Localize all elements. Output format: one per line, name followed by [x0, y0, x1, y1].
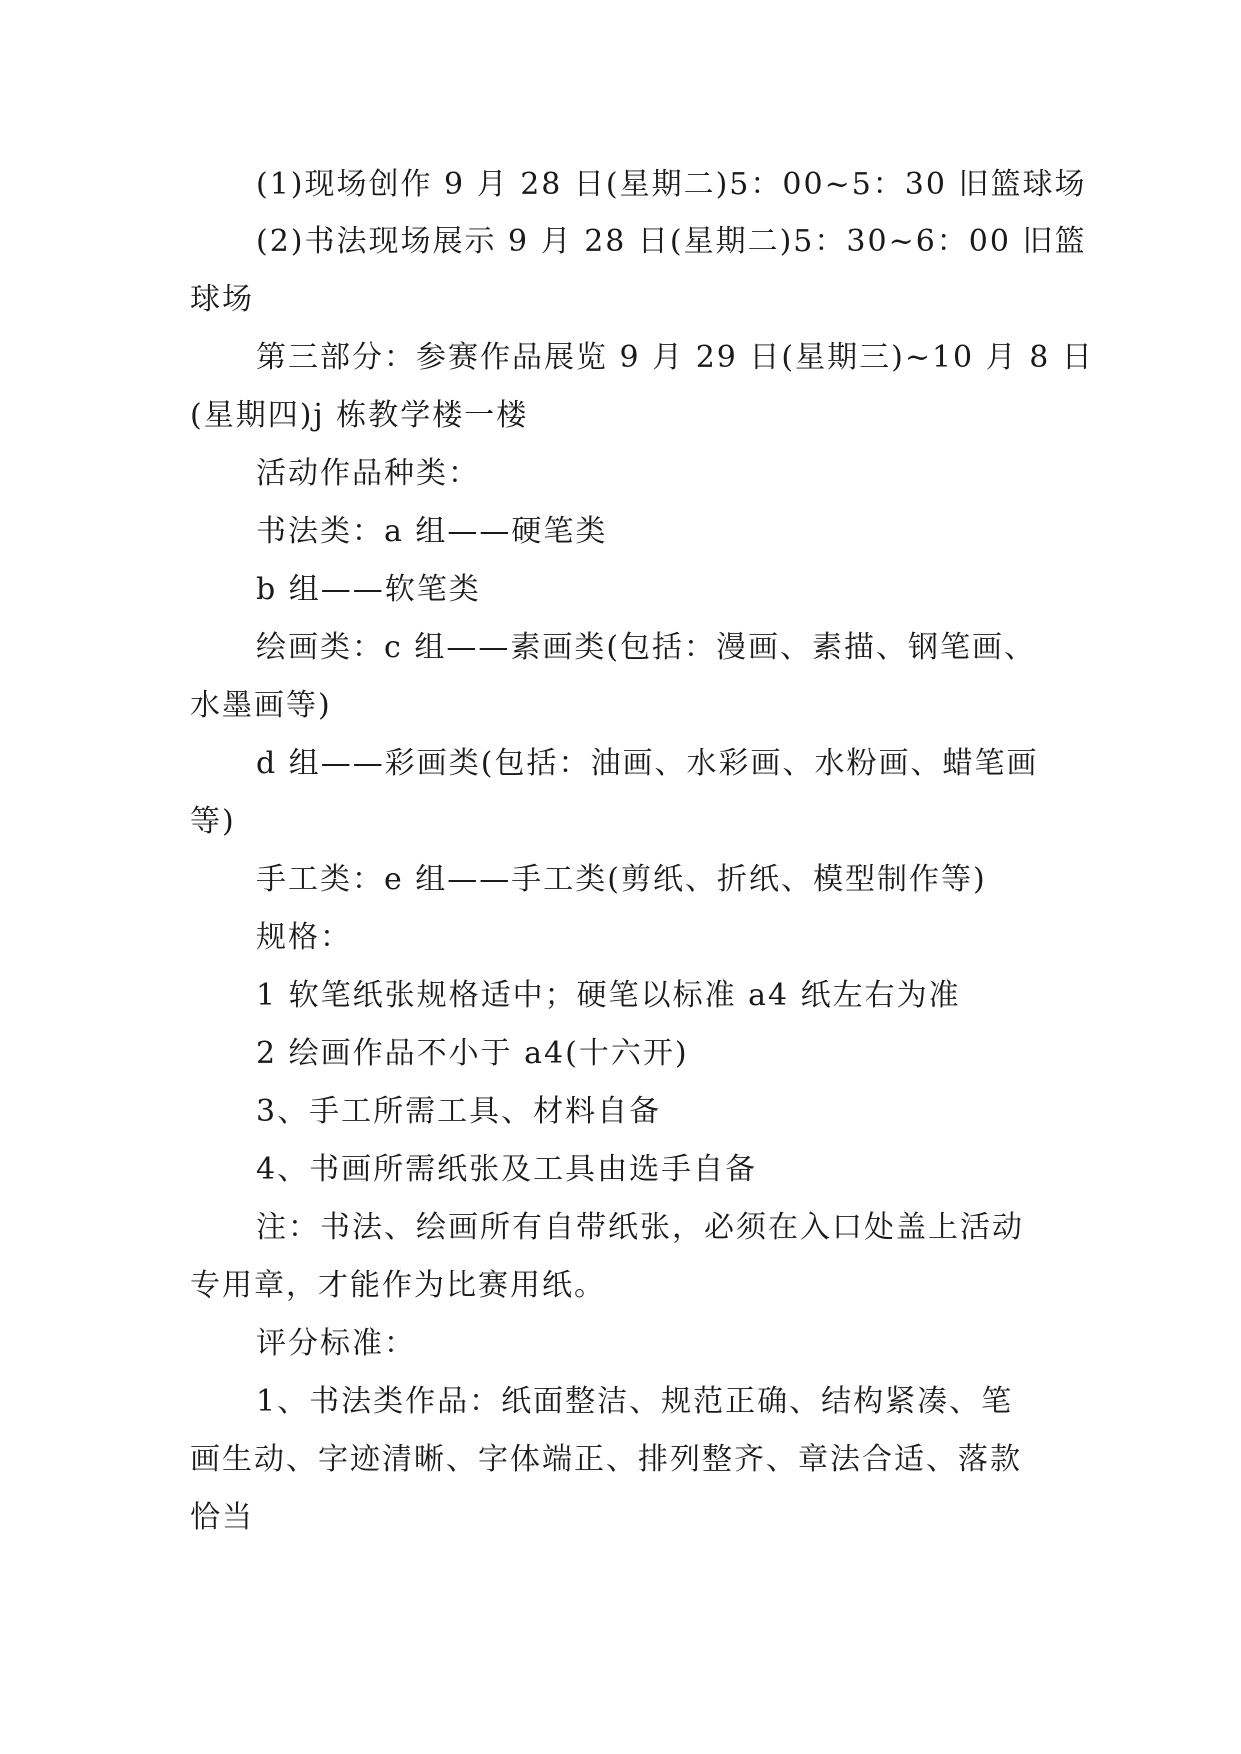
text-line: 恰当	[190, 1500, 254, 1535]
text-line: b 组——软笔类	[256, 572, 481, 607]
text-line: 3、手工所需工具、材料自备	[256, 1094, 662, 1129]
text-line: 规格：	[256, 920, 352, 955]
text-line: 注：书法、绘画所有自带纸张，必须在入口处盖上活动	[256, 1210, 1024, 1245]
text-line: 评分标准：	[256, 1326, 416, 1361]
text-line: 2 绘画作品不小于 a4(十六开)	[256, 1036, 689, 1071]
text-line: 专用章，才能作为比赛用纸。	[190, 1268, 606, 1303]
text-line: 1、书法类作品：纸面整洁、规范正确、结构紧凑、笔	[256, 1384, 1014, 1419]
text-line: d 组——彩画类(包括：油画、水彩画、水粉画、蜡笔画	[256, 746, 1039, 781]
text-line: (2)书法现场展示 9 月 28 日(星期二)5：30~6：00 旧篮	[256, 224, 1087, 259]
text-line: 手工类：e 组——手工类(剪纸、折纸、模型制作等)	[256, 862, 987, 897]
text-line: (星期四)j 栋教学楼一楼	[190, 398, 529, 433]
text-line: 水墨画等)	[190, 688, 332, 723]
text-line: 绘画类：c 组——素画类(包括：漫画、素描、钢笔画、	[256, 630, 1037, 665]
text-line: 画生动、字迹清晰、字体端正、排列整齐、章法合适、落款	[190, 1442, 1022, 1477]
text-line: (1)现场创作 9 月 28 日(星期二)5：00~5：30 旧篮球场	[256, 167, 1087, 202]
text-line: 书法类：a 组——硬笔类	[256, 514, 608, 549]
text-line: 活动作品种类：	[256, 456, 480, 491]
text-line: 1 软笔纸张规格适中；硬笔以标准 a4 纸左右为准	[256, 978, 961, 1013]
text-line: 等)	[190, 804, 236, 839]
text-line: 球场	[190, 282, 254, 317]
text-line: 第三部分：参赛作品展览 9 月 29 日(星期三)~10 月 8 日	[256, 340, 1094, 375]
text-line: 4、书画所需纸张及工具由选手自备	[256, 1152, 758, 1187]
